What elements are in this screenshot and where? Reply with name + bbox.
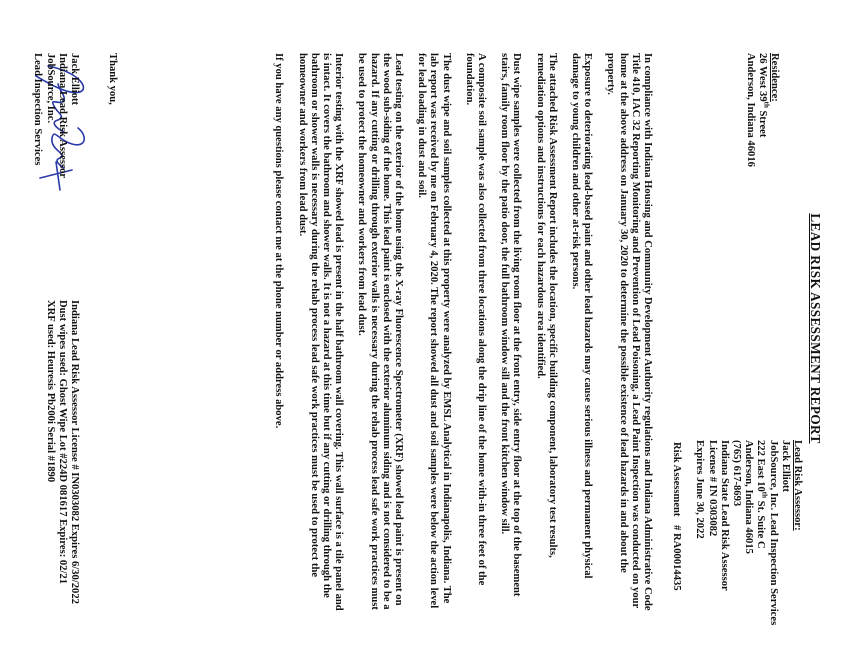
credential-dust-wipes: Dust wipes used: Ghost Wipe Lot #224D 081617 Expires: 02/21 xyxy=(56,300,68,585)
paragraph-compliance: In compliance with Indiana Housing and Community Development Authority regulations and Indiana Administrative Code Title 410, IAC 32 Reporting Monitoring and Prevention of Lead Poisoning, a Lead Paint Inspection was conducted on your home at the above address on January 30, 2020 to determine the possible existence of lead hazards in and about the property. xyxy=(605,53,653,611)
credential-license: Indiana Lead Risk Assessor License # IN0303082 Expires 6/30/2022 xyxy=(69,300,80,604)
assessor-heading: Lead Risk Assessor: xyxy=(792,440,803,531)
assessor-phone: (765) 617-8693 xyxy=(730,440,742,507)
residence-block xyxy=(743,53,780,167)
closing-text: Thank you, xyxy=(107,53,118,105)
assessor-address: 222 East 10th St. Suite C xyxy=(755,440,769,549)
assessor-block xyxy=(693,440,803,625)
residence-street: 26 West 39th Street xyxy=(756,53,771,138)
signature-block xyxy=(31,53,80,178)
paragraph-dust-wipes: Dust wipe samples were collected from the living room floor at the front entry, side entry floor at the top of the basement stairs, family room floor by the patio door, the full bathroom window sill and the front kitchen window sill. xyxy=(499,53,523,597)
assessor-expires: Expires June 30, 2022 xyxy=(694,440,706,539)
paragraph-interior-testing: Interior testing with the XRF showed lead is present in the half bathroom wall covering. This wall surface is a tile panel and is intact. It covers the bathroom and shower walls. It is not a hazard at this time but if any cutting or drilling through the bathroom or shower walls is necessary during the rehab process lead safe work practices must be used to protect the homeowner and workers from lead dust. xyxy=(296,53,345,611)
paragraph-exterior-testing: Lead testing on the exterior of the home using the X-ray Fluorescence Spectrometer (XRF) showed lead paint is present on the wood sub-siding of the home. This lead paint is enclosed with the exterior aluminum siding and is not considered to be a hazard. If any cutting or drilling through exterior walls is necessary during the rehab process lead safe work practices must be used to protect the homeowner and workers from lead dust. xyxy=(356,53,404,610)
risk-assessment-number: # RA00014435 xyxy=(671,525,682,591)
paragraph-exposure: Exposure to deteriorating lead-based paint and other lead hazards may cause serious illness and permanent physical damage to young children and other at-risk persons. xyxy=(569,53,594,579)
assessor-license: License # IN 0303082 xyxy=(706,440,718,537)
residence-heading: Residence: xyxy=(769,53,780,102)
paragraph-soil-sample: A composite soil sample was also collected from three locations along the drip line of the home with-in three feet of the foundation. xyxy=(463,53,487,586)
assessor-name: Jack Elliott xyxy=(779,440,791,493)
residence-city: Anderson, Indiana 46016 xyxy=(744,53,756,167)
assessor-city: Anderson, Indiana 46015 xyxy=(743,440,755,554)
credential-xrf: XRF used: Heuresis Pb200i Serial #1890 xyxy=(44,300,56,483)
signature-company: JobSource, Inc. xyxy=(44,53,56,124)
signature-title: Indiana Lead Risk Assessor xyxy=(56,53,68,179)
paragraph-attached-report: The attached Risk Assessment Report includes the location, specific building component, laboratory test results, remediation options and instructions for each hazardous area identified. xyxy=(534,53,558,558)
paragraph-lab-results: The dust wipe and soil samples collected at this property were analyzed by EMSL Analytical in Indianapolis, Indiana. The lab report was received by me on February 4, 2020. The report showed all dust and soil samples were below the action level for lead loading in dust and soil. xyxy=(416,53,452,609)
report-body xyxy=(261,53,653,613)
assessor-company: JobSource, Inc. Lead Inspection Services xyxy=(767,440,779,626)
assessor-credential: Indiana State Lead Risk Assessor xyxy=(718,440,730,591)
risk-assessment-label: Risk Assessment xyxy=(671,442,682,517)
signature-name: Jack Elliott xyxy=(69,53,80,106)
signature-division: Lead Inspection Services xyxy=(32,53,44,166)
paragraph-contact: If you have any questions please contact me at the phone number or address above. xyxy=(273,53,285,429)
report-title: LEAD RISK ASSESSMENT REPORT xyxy=(808,213,823,444)
credentials-block xyxy=(43,300,80,604)
